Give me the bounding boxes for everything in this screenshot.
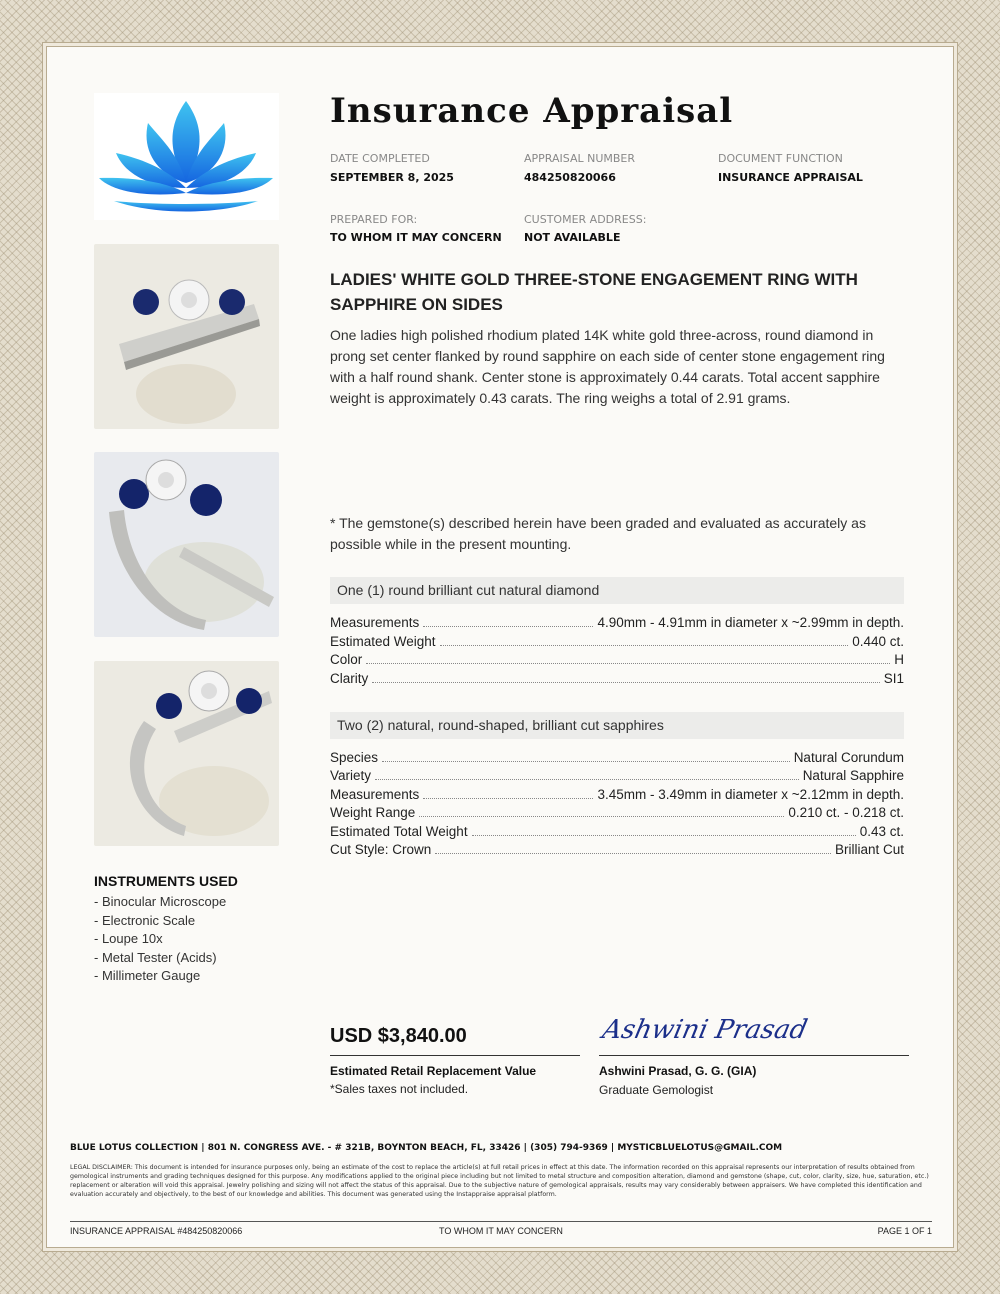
spec-value: 0.440 ct. [852, 634, 904, 649]
tax-note: *Sales taxes not included. [330, 1082, 469, 1096]
spec-key: Estimated Total Weight [330, 824, 468, 839]
prepared-for-value: TO WHOM IT MAY CONCERN [330, 231, 502, 244]
ring-photo [94, 452, 279, 637]
prepared-for-label: PREPARED FOR: [330, 213, 418, 226]
spec-key: Weight Range [330, 805, 416, 820]
spec-row [330, 767, 904, 785]
spec-value: 0.43 ct. [859, 824, 904, 839]
spec-value: Natural Corundum [793, 750, 904, 765]
instrument-item: - Metal Tester (Acids) [94, 950, 217, 965]
spec-key: Measurements [330, 615, 420, 630]
value-label: Estimated Retail Replacement Value [330, 1064, 537, 1078]
spec-value: SI1 [883, 671, 904, 686]
instrument-item: - Binocular Microscope [94, 894, 227, 909]
spec-key: Measurements [330, 787, 420, 802]
date-completed-label: DATE COMPLETED [330, 152, 430, 165]
dot-leader [423, 786, 593, 799]
instrument-item: - Loupe 10x [94, 931, 163, 946]
dot-leader [382, 749, 790, 762]
instrument-item: - Millimeter Gauge [94, 968, 201, 983]
instruments-title: INSTRUMENTS USED [94, 873, 238, 889]
dot-leader [472, 823, 856, 836]
signature-line [599, 1055, 909, 1056]
date-completed-value: SEPTEMBER 8, 2025 [330, 171, 454, 184]
spec-row [330, 670, 904, 688]
spec-row [330, 841, 904, 859]
spec-key: Variety [330, 768, 372, 783]
ring-photo [94, 244, 279, 429]
company-address: BLUE LOTUS COLLECTION | 801 N. CONGRESS AVE. - # 321B, BOYNTON BEACH, FL, 33426 | (305) 794-9369 | MYSTICBLUELOTUS@GMAIL.COM [70, 1143, 783, 1153]
appraised-value: USD $3,840.00 [330, 1025, 467, 1047]
document-function-value: INSURANCE APPRAISAL [718, 171, 863, 184]
dot-leader [372, 670, 879, 683]
appraiser-name: Ashwini Prasad, G. G. (GIA) [599, 1064, 757, 1078]
dot-leader [419, 804, 784, 817]
dot-leader [435, 841, 831, 854]
spec-value: 3.45mm - 3.49mm in diameter x ~2.12mm in depth. [597, 787, 904, 802]
spec-value: 4.90mm - 4.91mm in diameter x ~2.99mm in depth. [597, 615, 904, 630]
spec-key: Color [330, 652, 363, 667]
page-title: Insurance Appraisal [330, 91, 734, 131]
dot-leader [375, 767, 799, 780]
document-function-label: DOCUMENT FUNCTION [718, 152, 843, 165]
footer-recipient: TO WHOM IT MAY CONCERN [439, 1226, 563, 1236]
dot-leader [440, 633, 849, 646]
item-description: One ladies high polished rhodium plated 14K white gold three-across, round diamond in prong set center flanked by round sapphire on each side of center stone engagement ring with a half round shank. Center stone is approximately 0.44 carats. Total accent sapphire weight is approximately 0.43 carats. The ring weighs a total of 2.91 grams. [330, 327, 885, 406]
customer-address-label: CUSTOMER ADDRESS: [524, 213, 647, 226]
value-underline [330, 1055, 580, 1056]
document-page [46, 46, 954, 1248]
spec-key: Clarity [330, 671, 369, 686]
dot-leader [366, 651, 890, 664]
footer-page-number: PAGE 1 OF 1 [877, 1226, 932, 1236]
diamond-section-title: One (1) round brilliant cut natural diamond [330, 577, 904, 604]
spec-row [330, 633, 904, 651]
ring-photo [94, 661, 279, 846]
spec-value: 0.210 ct. - 0.218 ct. [788, 805, 904, 820]
signature: Ashwini Prasad [599, 1015, 810, 1045]
sapphire-section-title: Two (2) natural, round-shaped, brilliant cut sapphires [330, 712, 904, 739]
spec-row [330, 651, 904, 669]
appraiser-title: Graduate Gemologist [599, 1083, 714, 1097]
spec-row [330, 804, 904, 822]
item-heading: LADIES' WHITE GOLD THREE-STONE ENGAGEMENT RING WITH SAPPHIRE ON SIDES [330, 270, 858, 314]
spec-row [330, 614, 904, 632]
spec-row [330, 786, 904, 804]
appraisal-number-value: 484250820066 [524, 171, 616, 184]
spec-key: Estimated Weight [330, 634, 436, 649]
dot-leader [423, 614, 593, 627]
footer-rule [70, 1221, 932, 1222]
legal-disclaimer: LEGAL DISCLAIMER: This document is intended for insurance purposes only, being an estimate of the cost to replace the article(s) at full retail prices in effect at this date. The information recorded on this appraisal represents our interpretation of results obtained from gemological instruments and grading techniques designed for this purpose. Any modifications applied to the original piece including but not limited to metal structure and composition alteration, diamond and gemstone (shape, cut, color, clarity, size, hue, saturation, etc.) replacement or alteration will void this appraisal. Jewelry polishing and sizing will not affect the status of this appraisal. Due to the subjective nature of gemological appraisals, results may vary considerably between appraisers. We have completed this identification and evaluation accurately and objectively, to the best of our knowledge and abilities. This document was generated using the Instappraise appraisal platform. [70, 1164, 929, 1198]
spec-row [330, 749, 904, 767]
grading-note: * The gemstone(s) described herein have been graded and evaluated as accurately as possible while in the present mounting. [330, 515, 866, 552]
spec-value: Natural Sapphire [802, 768, 904, 783]
appraisal-number-label: APPRAISAL NUMBER [524, 152, 636, 165]
lotus-logo-icon [94, 93, 279, 220]
instrument-item: - Electronic Scale [94, 913, 196, 928]
spec-row [330, 823, 904, 841]
footer-appraisal-number: INSURANCE APPRAISAL #484250820066 [70, 1226, 243, 1236]
spec-key: Cut Style: Crown [330, 842, 432, 857]
spec-key: Species [330, 750, 379, 765]
spec-value: H [894, 652, 904, 667]
customer-address-value: NOT AVAILABLE [524, 231, 621, 244]
spec-value: Brilliant Cut [834, 842, 904, 857]
